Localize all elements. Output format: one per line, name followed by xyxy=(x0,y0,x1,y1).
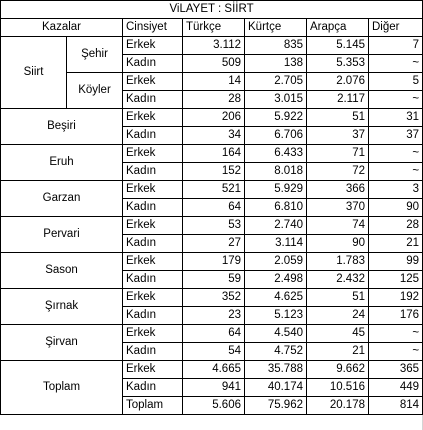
value-cell: 37 xyxy=(307,127,369,145)
table-row xyxy=(1,253,423,271)
value-cell: 54 xyxy=(183,343,245,361)
table-row xyxy=(1,289,423,307)
value-cell: 7 xyxy=(369,37,423,55)
district-name: Garzan xyxy=(1,181,123,217)
value-cell: 5.123 xyxy=(245,307,307,325)
gender-cell: Erkek xyxy=(123,37,183,55)
value-cell: ~ xyxy=(369,325,423,343)
gender-cell: Erkek xyxy=(123,73,183,91)
gender-cell: Erkek xyxy=(123,109,183,127)
value-cell: 2.740 xyxy=(245,217,307,235)
value-cell: 90 xyxy=(369,199,423,217)
table-row xyxy=(1,37,423,55)
gender-cell: Kadın xyxy=(123,379,183,397)
value-cell: 2.705 xyxy=(245,73,307,91)
value-cell: 74 xyxy=(307,217,369,235)
value-cell: 6.810 xyxy=(245,199,307,217)
value-cell: 34 xyxy=(183,127,245,145)
table-row xyxy=(1,325,423,343)
district-name: Şirvan xyxy=(1,325,123,361)
value-cell: 835 xyxy=(245,37,307,55)
value-cell: 45 xyxy=(307,325,369,343)
district-name: Pervari xyxy=(1,217,123,253)
value-cell: 3.112 xyxy=(183,37,245,55)
value-cell: 6.706 xyxy=(245,127,307,145)
district-name: Eruh xyxy=(1,145,123,181)
value-cell: 8.018 xyxy=(245,163,307,181)
value-cell: 179 xyxy=(183,253,245,271)
gender-cell: Erkek xyxy=(123,145,183,163)
gender-cell: Kadın xyxy=(123,235,183,253)
value-cell: 4.540 xyxy=(245,325,307,343)
value-cell: ~ xyxy=(369,91,423,109)
value-cell: 5.606 xyxy=(183,397,245,415)
value-cell: 51 xyxy=(307,109,369,127)
gender-cell: Kadın xyxy=(123,271,183,289)
value-cell: 192 xyxy=(369,289,423,307)
value-cell: 10.516 xyxy=(307,379,369,397)
value-cell: 75.962 xyxy=(245,397,307,415)
value-cell: 71 xyxy=(307,145,369,163)
gender-cell: Erkek xyxy=(123,181,183,199)
value-cell: 14 xyxy=(183,73,245,91)
value-cell: 64 xyxy=(183,325,245,343)
value-cell: ~ xyxy=(369,163,423,181)
value-cell: 59 xyxy=(183,271,245,289)
header-row xyxy=(1,19,423,37)
value-cell: 2.432 xyxy=(307,271,369,289)
header-cell: Arapça xyxy=(307,19,369,37)
value-cell: 352 xyxy=(183,289,245,307)
gender-cell: Kadın xyxy=(123,307,183,325)
value-cell: 1.783 xyxy=(307,253,369,271)
value-cell: 2.076 xyxy=(307,73,369,91)
total-label: Toplam xyxy=(1,361,123,415)
table-title: ViLAYET : SİİRT xyxy=(1,1,423,19)
sub-area-name: Köyler xyxy=(67,73,123,109)
header-cell: Diğer xyxy=(369,19,423,37)
gender-cell: Kadın xyxy=(123,163,183,181)
value-cell: 164 xyxy=(183,145,245,163)
district-name: Sason xyxy=(1,253,123,289)
gender-cell: Kadın xyxy=(123,91,183,109)
gender-cell: Kadın xyxy=(123,199,183,217)
value-cell: 2.498 xyxy=(245,271,307,289)
value-cell: 5 xyxy=(369,73,423,91)
table-row xyxy=(1,109,423,127)
value-cell: 31 xyxy=(369,109,423,127)
header-cell: Cinsiyet xyxy=(123,19,183,37)
value-cell: 5.353 xyxy=(307,55,369,73)
value-cell: 3.114 xyxy=(245,235,307,253)
value-cell: 53 xyxy=(183,217,245,235)
header-cell: Kürtçe xyxy=(245,19,307,37)
value-cell: 449 xyxy=(369,379,423,397)
value-cell: 35.788 xyxy=(245,361,307,379)
value-cell: 138 xyxy=(245,55,307,73)
table-row xyxy=(1,181,423,199)
gender-cell: Erkek xyxy=(123,253,183,271)
value-cell: 21 xyxy=(307,343,369,361)
value-cell: 5.922 xyxy=(245,109,307,127)
value-cell: 3 xyxy=(369,181,423,199)
value-cell: 509 xyxy=(183,55,245,73)
value-cell: 5.929 xyxy=(245,181,307,199)
value-cell: 21 xyxy=(369,235,423,253)
value-cell: 152 xyxy=(183,163,245,181)
table-row xyxy=(1,145,423,163)
gender-cell: Erkek xyxy=(123,289,183,307)
value-cell: 37 xyxy=(369,127,423,145)
value-cell: 90 xyxy=(307,235,369,253)
value-cell: 206 xyxy=(183,109,245,127)
value-cell: 3.015 xyxy=(245,91,307,109)
gender-cell: Erkek xyxy=(123,325,183,343)
value-cell: 4.665 xyxy=(183,361,245,379)
sub-area-name: Şehir xyxy=(67,37,123,73)
table-row xyxy=(1,217,423,235)
title-row xyxy=(1,1,423,19)
gender-cell: Kadın xyxy=(123,127,183,145)
value-cell: 40.174 xyxy=(245,379,307,397)
value-cell: 125 xyxy=(369,271,423,289)
value-cell: 6.433 xyxy=(245,145,307,163)
value-cell: ~ xyxy=(369,55,423,73)
value-cell: 51 xyxy=(307,289,369,307)
value-cell: 64 xyxy=(183,199,245,217)
value-cell: 4.625 xyxy=(245,289,307,307)
district-siirt: Siirt xyxy=(1,37,67,109)
value-cell: 2.059 xyxy=(245,253,307,271)
value-cell: 27 xyxy=(183,235,245,253)
header-kazalar: Kazalar xyxy=(1,19,123,37)
value-cell: 20.178 xyxy=(307,397,369,415)
value-cell: 2.117 xyxy=(307,91,369,109)
value-cell: 814 xyxy=(369,397,423,415)
value-cell: ~ xyxy=(369,343,423,361)
value-cell: 366 xyxy=(307,181,369,199)
value-cell: 176 xyxy=(369,307,423,325)
gender-cell: Kadın xyxy=(123,343,183,361)
value-cell: 370 xyxy=(307,199,369,217)
value-cell: 23 xyxy=(183,307,245,325)
value-cell: 941 xyxy=(183,379,245,397)
value-cell: 72 xyxy=(307,163,369,181)
value-cell: 99 xyxy=(369,253,423,271)
value-cell: 28 xyxy=(369,217,423,235)
total-row xyxy=(1,361,423,379)
value-cell: 28 xyxy=(183,91,245,109)
value-cell: 521 xyxy=(183,181,245,199)
gender-cell: Erkek xyxy=(123,361,183,379)
value-cell: 5.145 xyxy=(307,37,369,55)
value-cell: 24 xyxy=(307,307,369,325)
gender-cell: Erkek xyxy=(123,217,183,235)
value-cell: 365 xyxy=(369,361,423,379)
value-cell: 4.752 xyxy=(245,343,307,361)
gender-cell: Kadın xyxy=(123,55,183,73)
header-cell: Türkçe xyxy=(183,19,245,37)
value-cell: ~ xyxy=(369,145,423,163)
district-name: Beşiri xyxy=(1,109,123,145)
district-name: Şırnak xyxy=(1,289,123,325)
gender-cell: Toplam xyxy=(123,397,183,415)
value-cell: 9.662 xyxy=(307,361,369,379)
